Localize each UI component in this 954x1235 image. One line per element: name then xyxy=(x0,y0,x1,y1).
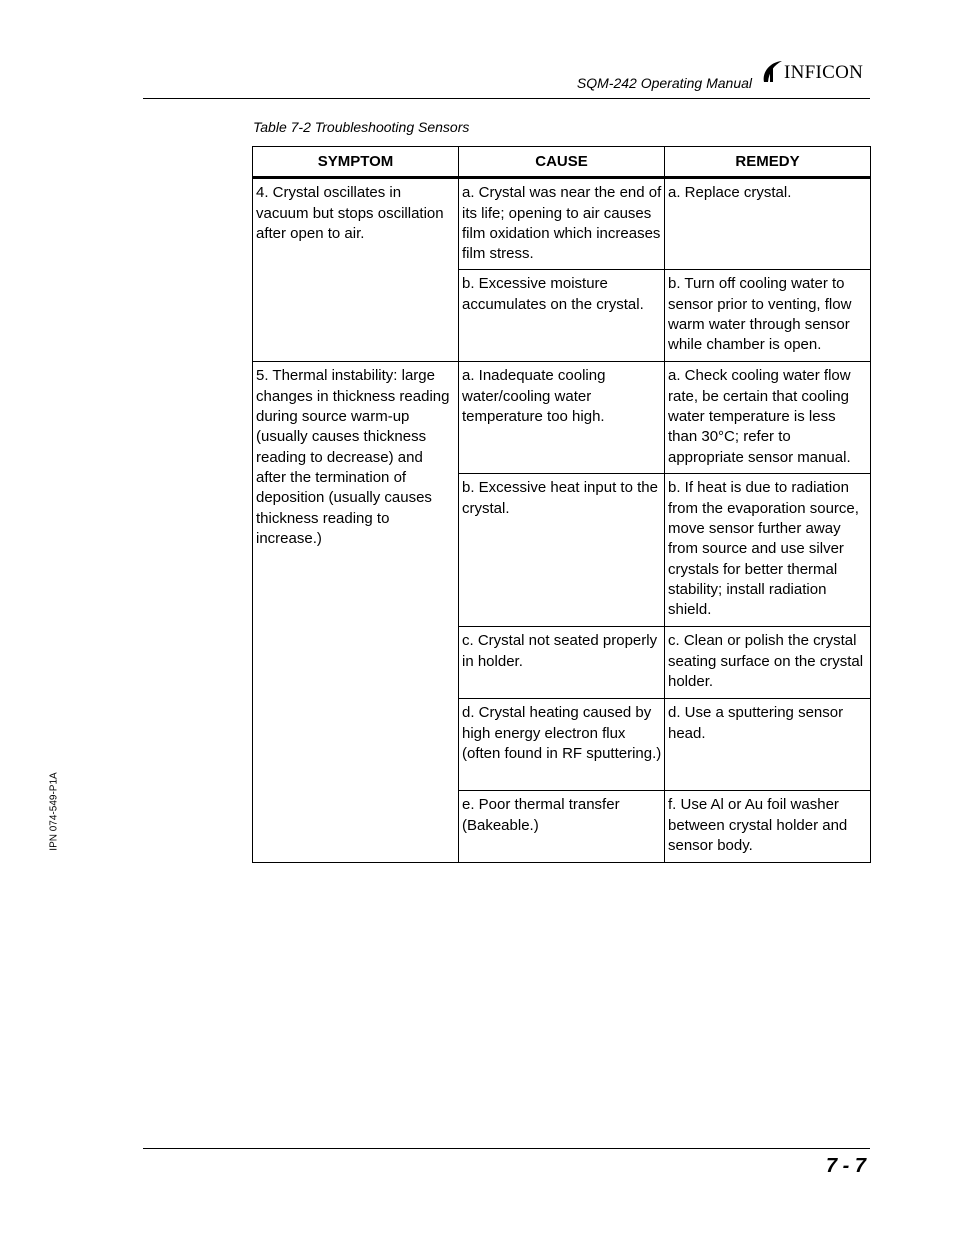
header-rule xyxy=(143,98,870,99)
remedy-cell: d. Use a sputtering sensor head. xyxy=(665,699,871,791)
footer-rule xyxy=(143,1148,870,1149)
remedy-cell: b. Turn off cooling water to sensor prior to venting, flow warm water through sensor while chamber is open. xyxy=(665,270,871,362)
cause-cell: a. Crystal was near the end of its life; opening to air causes film oxidation which increases film stress. xyxy=(459,178,665,270)
brand-name: INFICON xyxy=(784,62,864,83)
manual-title: SQM-242 Operating Manual xyxy=(576,75,752,91)
cause-cell: a. Inadequate cooling water/cooling water temperature too high. xyxy=(459,362,665,474)
cause-cell: c. Crystal not seated properly in holder. xyxy=(459,627,665,699)
document-part-number: IPN 074-549-P1A xyxy=(48,772,60,851)
cause-cell: e. Poor thermal transfer (Bakeable.) xyxy=(459,791,665,863)
remedy-cell: a. Replace crystal. xyxy=(665,178,871,270)
table-header-row xyxy=(253,147,871,178)
column-header-remedy: REMEDY xyxy=(665,147,871,178)
remedy-cell: a. Check cooling water flow rate, be certain that cooling water temperature is less than 30°C; refer to appropriate sensor manual. xyxy=(665,362,871,474)
remedy-cell: b. If heat is due to radiation from the evaporation source, move sensor further away from source and use silver crystals for better thermal stability; install radiation shield. xyxy=(665,474,871,627)
page-number: 7 - 7 xyxy=(825,1155,866,1177)
column-header-symptom: SYMPTOM xyxy=(253,147,459,178)
remedy-cell: f. Use Al or Au foil washer between crystal holder and sensor body. xyxy=(665,791,871,863)
cause-cell: d. Crystal heating caused by high energy electron flux (often found in RF sputtering.) xyxy=(459,699,665,791)
troubleshooting-table xyxy=(252,146,871,863)
inficon-logo-mark-icon xyxy=(760,58,784,86)
remedy-cell: c. Clean or polish the crystal seating surface on the crystal holder. xyxy=(665,627,871,699)
table-row xyxy=(253,362,871,474)
symptom-cell: 4. Crystal oscillates in vacuum but stops oscillation after open to air. xyxy=(253,178,459,362)
table-caption: Table 7-2 Troubleshooting Sensors xyxy=(253,119,470,135)
cause-cell: b. Excessive heat input to the crystal. xyxy=(459,474,665,627)
column-header-cause: CAUSE xyxy=(459,147,665,178)
symptom-cell: 5. Thermal instability: large changes in thickness reading during source warm-up (usually causes thickness reading to decrease) and after the termination of deposition (usually causes thickness reading to increase.) xyxy=(253,362,459,863)
inficon-logo xyxy=(760,58,872,86)
table-row xyxy=(253,178,871,270)
cause-cell: b. Excessive moisture accumulates on the crystal. xyxy=(459,270,665,362)
